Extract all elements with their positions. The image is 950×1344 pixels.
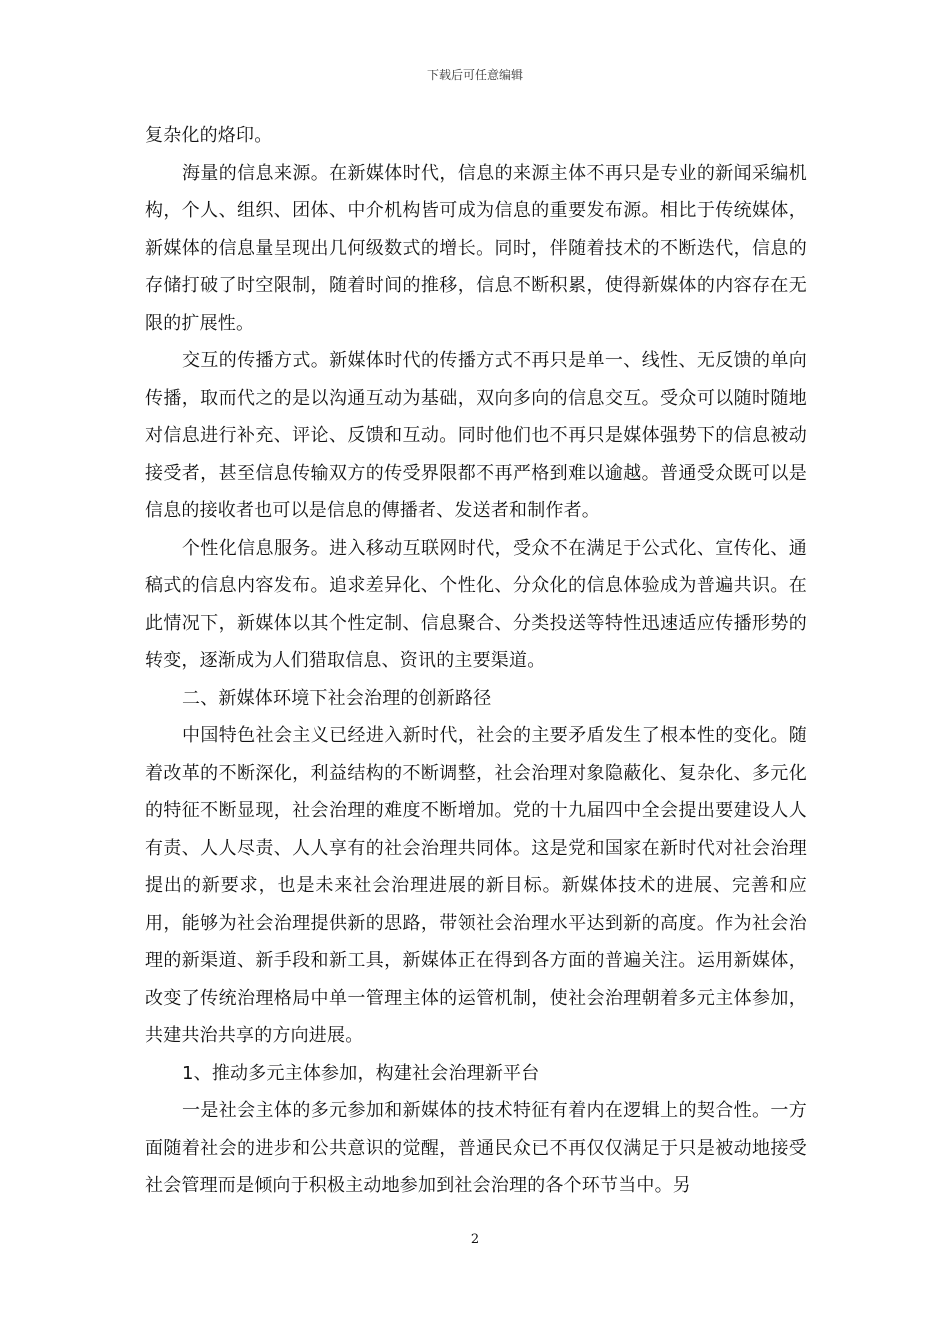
paragraph-continuation: 复杂化的烙印。: [145, 125, 273, 146]
paragraph-information-sources: 海量的信息来源。在新媒体时代，信息的来源主体不再只是专业的新闻采编机构，个人、组织、团体、中介机构皆可成为信息的重要发布源。相比于传统媒体，新媒体的信息量呈现出几何级数式的增长。同时，伴随着技术的不断迭代，信息的存储打破了时空限制，随着时间的推移，信息不断积累，使得新媒体的内容存在无限的扩展性。: [145, 162, 807, 334]
paragraph-multi-subject: 一是社会主体的多元参加和新媒体的技术特征有着内在逻辑上的契合性。一方面随着社会的进步和公共意识的觉醒，普通民众已不再仅仅满足于只是被动地接受社会管理而是倾向于积极主动地参加到社会治理的各个环节当中。另: [145, 1100, 807, 1196]
subsection-heading: 1、推动多元主体参加，构建社会治理新平台: [182, 1062, 540, 1084]
paragraph-new-era: 中国特色社会主义已经进入新时代，社会的主要矛盾发生了根本性的变化。随着改革的不断深化，利益结构的不断调整，社会治理对象隐蔽化、复杂化、多元化的特征不断显现，社会治理的难度不断增加。党的十九届四中全会提出要建设人人有责、人人尽责、人人享有的社会治理共同体。这是党和国家在新时代对社会治理提出的新要求，也是未来社会治理进展的新目标。新媒体技术的进展、完善和应用，能够为社会治理提供新的思路，带领社会治理水平达到新的高度。作为社会治理的新渠道、新手段和新工具，新媒体正在得到各方面的普遍关注。运用新媒体，改变了传统治理格局中单一管理主体的运管机制，使社会治理朝着多元主体参加，共建共治共享的方向进展。: [145, 725, 807, 1046]
page-number: 2: [470, 1232, 480, 1247]
page-header: 下载后可任意编辑: [426, 68, 523, 82]
paragraph-personalized-service: 个性化信息服务。进入移动互联网时代，受众不在满足于公式化、宣传化、通稿式的信息内容发布。追求差异化、个性化、分众化的信息体验成为普遍共识。在此情况下，新媒体以其个性定制、信息聚合、分类投送等特性迅速适应传播形势的转变，逐渐成为人们猎取信息、资讯的主要渠道。: [145, 537, 807, 671]
section-heading: 二、新媒体环境下社会治理的创新路径: [182, 687, 492, 709]
paragraph-interactive-communication: 交互的传播方式。新媒体时代的传播方式不再只是单一、线性、无反馈的单向传播，取而代之的是以沟通互动为基础，双向多向的信息交互。受众可以随时随地对信息进行补充、评论、反馈和互动。同时他们也不再只是媒体强势下的信息被动接受者，甚至信息传输双方的传受界限都不再严格到难以逾越。普通受众既可以是信息的接收者也可以是信息的傳播者、发送者和制作者。: [145, 350, 807, 521]
body-text: [145, 117, 807, 1205]
